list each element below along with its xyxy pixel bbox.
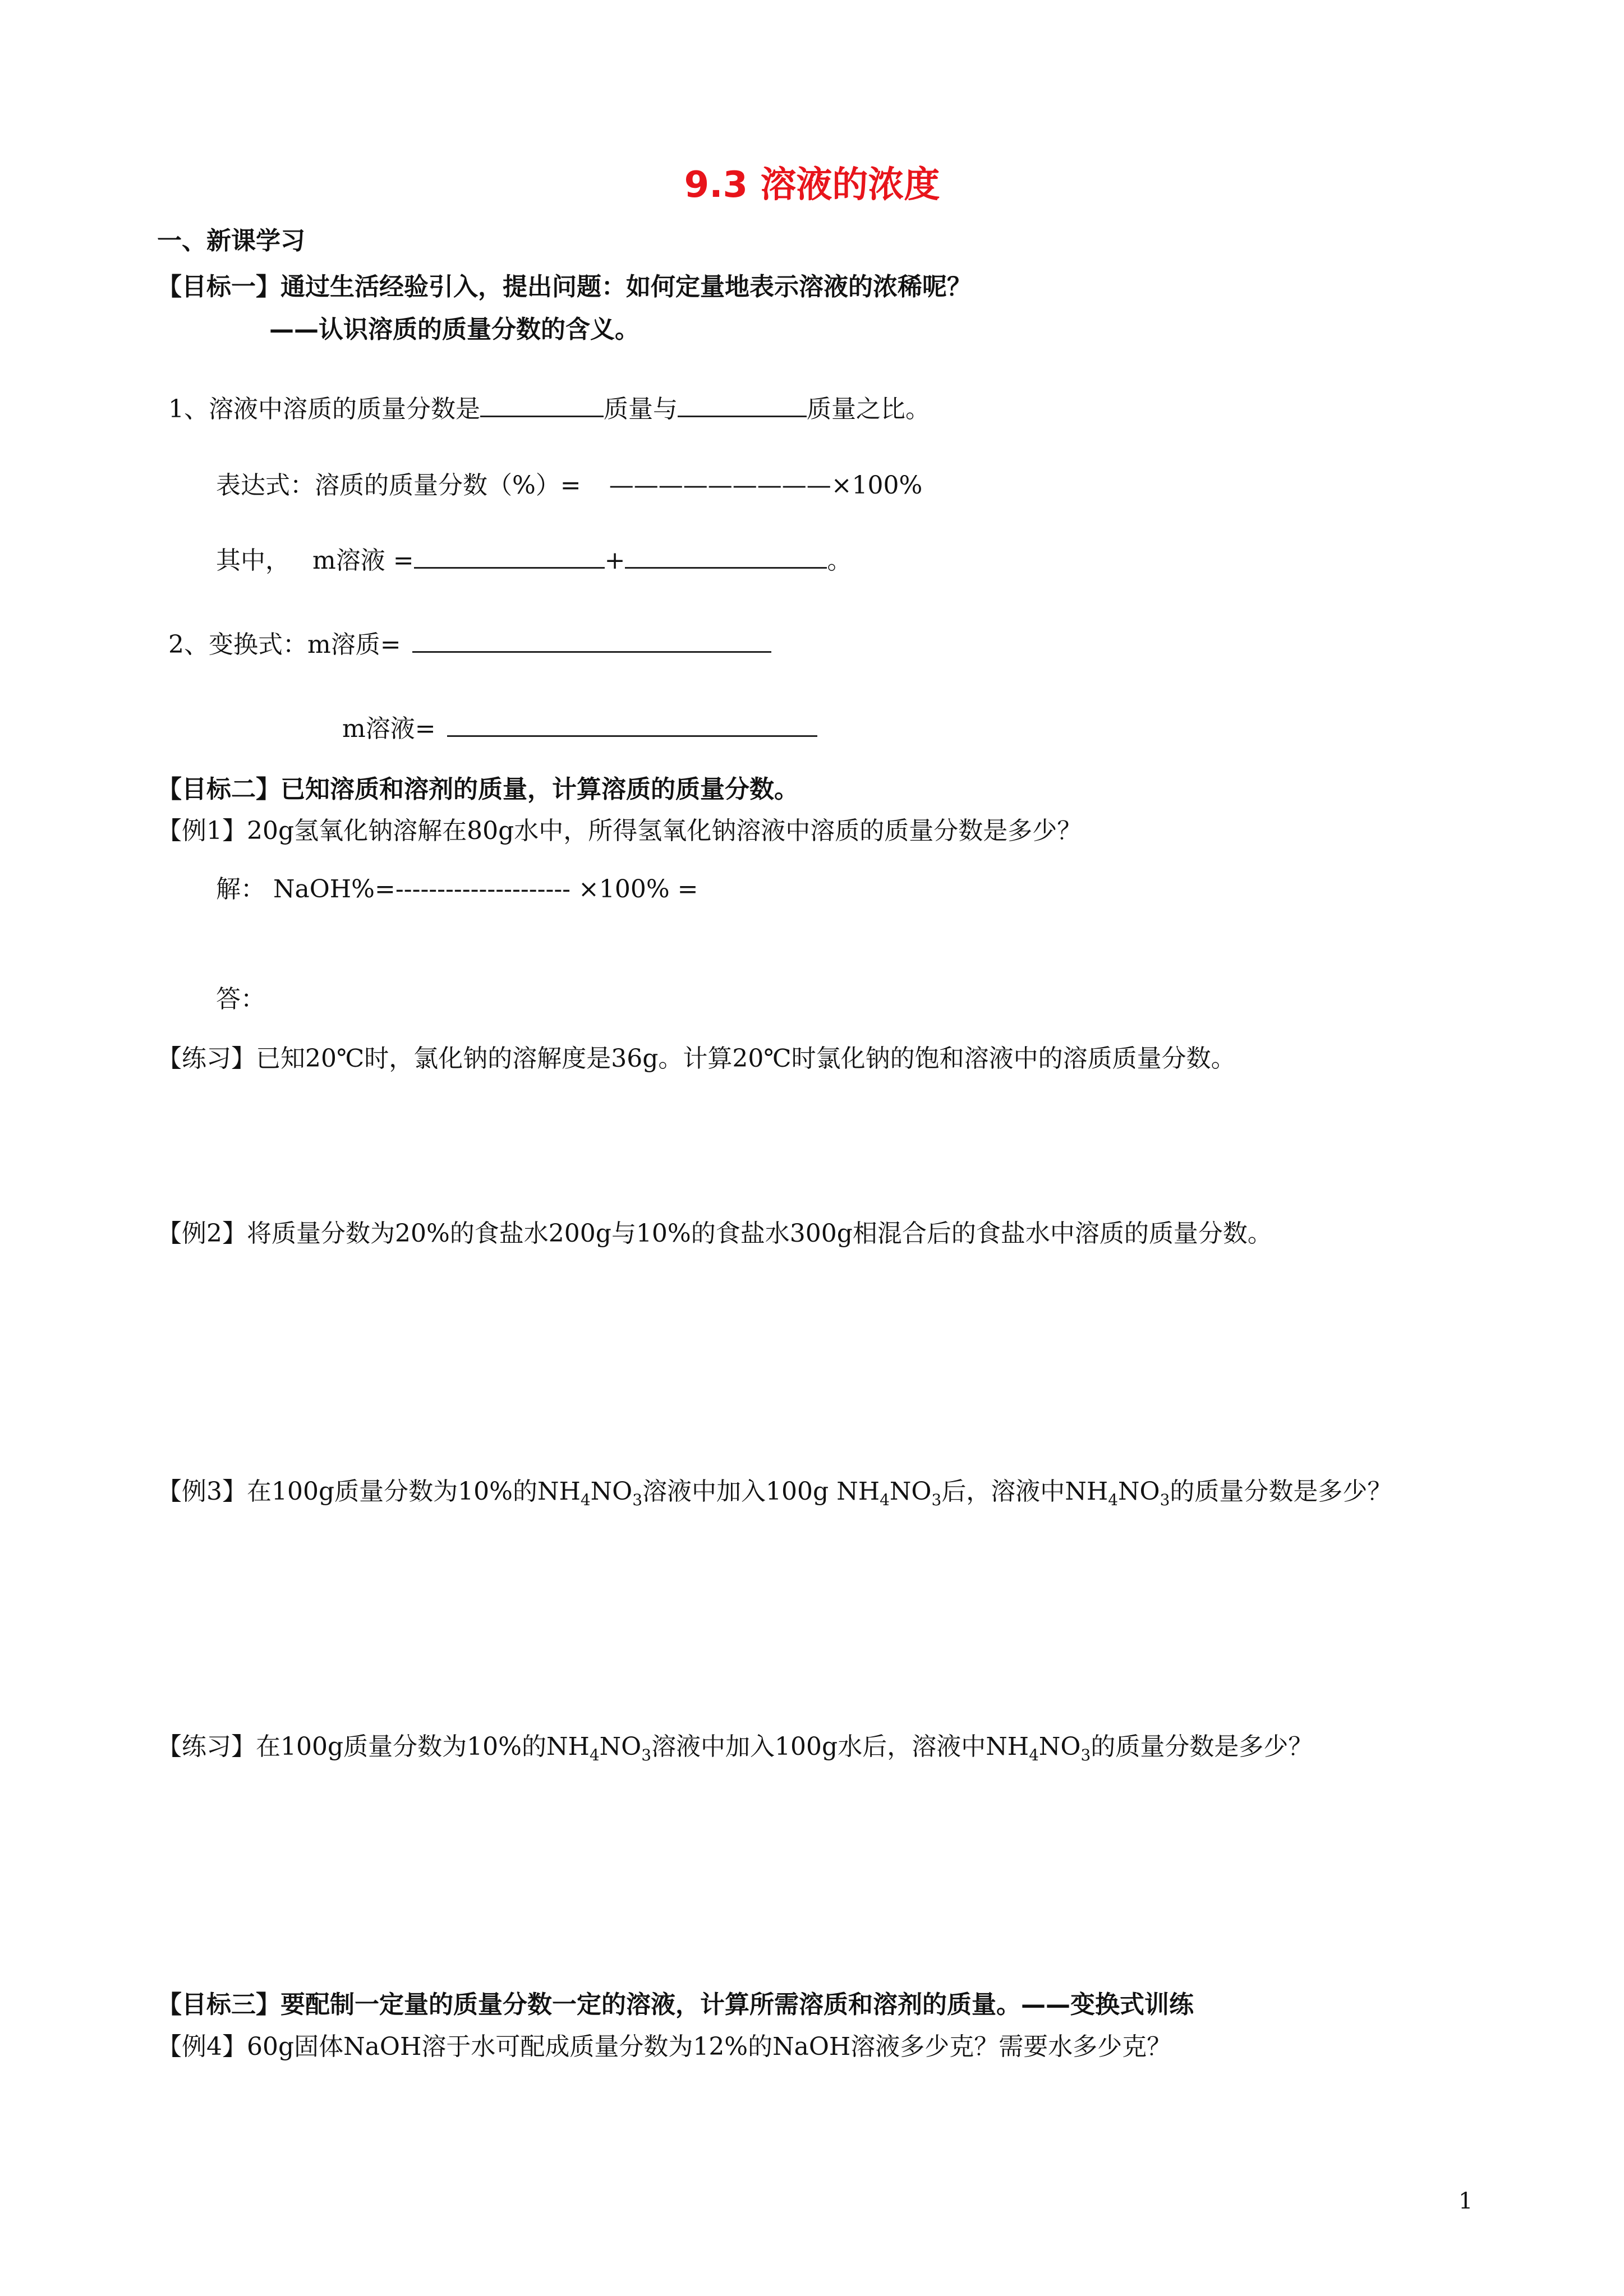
example-four: 【例4】60g固体NaOH溶于水可配成质量分数为12%的NaOH溶液多少克？需要水多少克？ — [157, 2032, 1172, 2061]
item-two-line2 — [342, 712, 817, 746]
example-three-text-b: 溶液中加入100g — [642, 1477, 837, 1506]
where-end: 。 — [827, 546, 852, 575]
item-two-label: 2、变换式：m溶质= — [168, 630, 401, 659]
formula-nh4no3: $NH_4NO_3$ — [836, 1477, 942, 1509]
practice-two-text-a: 【练习】在100g质量分数为10%的 — [157, 1732, 546, 1761]
goal-one-subheading: ——认识溶质的质量分数的含义。 — [269, 315, 640, 344]
formula-nh4no3: $NH_4NO_3$ — [1065, 1477, 1170, 1509]
goal-two-heading: 【目标二】已知溶质和溶剂的质量，计算溶质的质量分数。 — [157, 775, 799, 804]
example-one-question: 【例1】20g氢氧化钠溶解在80g水中，所得氢氧化钠溶液中溶质的质量分数是多少？ — [157, 817, 1082, 845]
blank-solute — [480, 393, 604, 417]
example-one-solution: 解： NaOH%=--------------------- ×100% = — [216, 875, 698, 903]
example-three-text-a: 【例3】在100g质量分数为10%的 — [157, 1477, 537, 1506]
item-one-text-a: 1、溶液中溶质的质量分数是 — [168, 395, 480, 423]
item-one-text-c: 质量之比。 — [807, 395, 930, 423]
example-three — [157, 1475, 1392, 1509]
blank-solute-mass — [414, 545, 605, 569]
formula-nh4no3: $NH_4NO_3$ — [546, 1732, 652, 1764]
expression-fraction: —————————×100% — [609, 471, 923, 500]
item-two-line — [168, 628, 771, 662]
solution-mass-line — [216, 544, 852, 578]
item-two-label2: m溶液= — [342, 714, 436, 743]
practice-two-text-c: 的质量分数是多少？ — [1091, 1732, 1313, 1761]
where-plus: + — [604, 546, 625, 575]
goal-one-heading: 【目标一】通过生活经验引入，提出问题：如何定量地表示溶液的浓稀呢？ — [157, 273, 972, 301]
goal-three-heading: 【目标三】要配制一定量的质量分数一定的溶液，计算所需溶质和溶剂的质量。——变换式训练 — [157, 1990, 1194, 2019]
item-one-line — [168, 393, 930, 426]
page-number: 1 — [1459, 2188, 1473, 2214]
example-one-answer: 答： — [216, 985, 265, 1013]
example-three-text-c: 后，溶液中 — [941, 1477, 1065, 1506]
item-one-text-b: 质量与 — [604, 395, 678, 423]
formula-nh4no3: $NH_4NO_3$ — [986, 1732, 1091, 1764]
blank-solution-formula — [447, 713, 817, 737]
practice-one: 【练习】已知20℃时，氯化钠的溶解度是36g。计算20℃时氯化钠的饱和溶液中的溶质质量分数。 — [157, 1044, 1236, 1073]
blank-solvent-mass — [625, 545, 827, 569]
example-three-text-d: 的质量分数是多少？ — [1170, 1477, 1392, 1506]
page-title: 9.3 溶液的浓度 — [684, 164, 940, 206]
example-two: 【例2】将质量分数为20%的食盐水200g与10%的食盐水300g相混合后的食盐水中溶质的质量分数。 — [157, 1219, 1272, 1248]
expression-label: 表达式：溶质的质量分数（%）= — [216, 471, 581, 500]
where-label: 其中， — [216, 546, 290, 575]
where-lhs: m溶液 = — [312, 546, 414, 575]
expression-line — [216, 469, 922, 502]
blank-solute-formula — [412, 629, 771, 653]
blank-solution — [678, 393, 807, 417]
formula-nh4no3: $NH_4NO_3$ — [537, 1477, 643, 1509]
practice-two-text-b: 溶液中加入100g水后，溶液中 — [651, 1732, 986, 1761]
section-heading: 一、新课学习 — [157, 227, 305, 255]
practice-two — [157, 1730, 1313, 1764]
